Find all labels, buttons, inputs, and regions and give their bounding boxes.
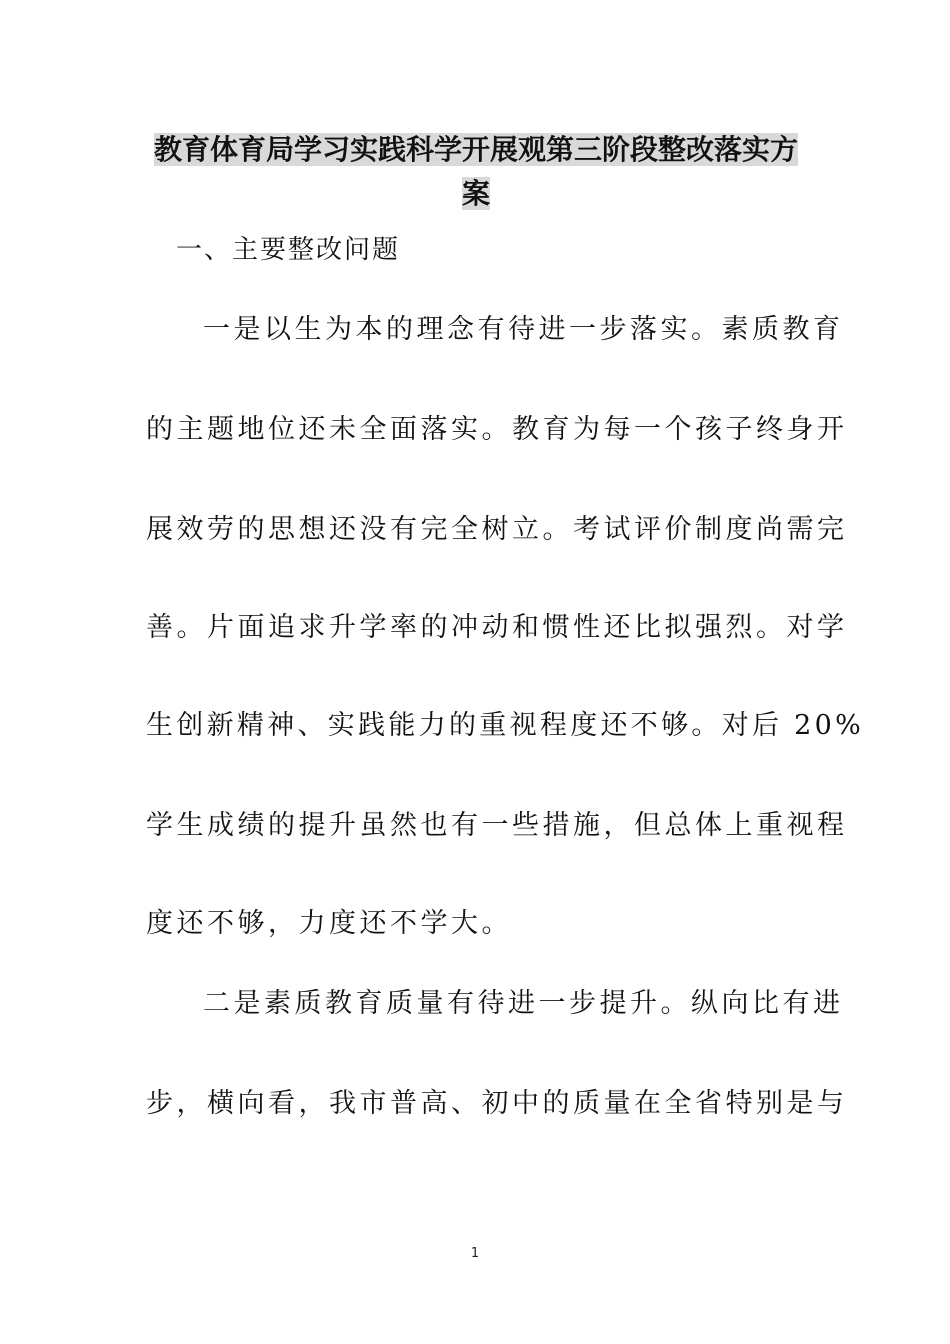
title-line-1: 教育体育局学习实践科学开展观第三阶段整改落实方: [153, 133, 798, 166]
paragraph-line: 一是以生为本的理念有待进一步落实。素质教育: [203, 314, 844, 345]
title-line-2: 案: [461, 177, 490, 210]
page-number: 1: [470, 1246, 480, 1261]
paragraph-line: 二是素质教育质量有待进一步提升。纵向比有进: [203, 988, 844, 1019]
document-title: [146, 128, 806, 216]
paragraph-line: 生创新精神、实践能力的重视程度还不够。对后 20%: [146, 710, 865, 741]
paragraph-line: 展效劳的思想还没有完全树立。考试评价制度尚需完: [146, 514, 848, 545]
paragraph-line: 善。片面追求升学率的冲动和惯性还比拟强烈。对学: [146, 612, 848, 643]
paragraph-line: 度还不够，力度还不学大。: [146, 908, 512, 939]
paragraph-line: 学生成绩的提升虽然也有一些措施，但总体上重视程: [146, 810, 848, 841]
section-heading: 一、主要整改问题: [176, 235, 401, 265]
paragraph-line: 的主题地位还未全面落实。教育为每一个孩子终身开: [146, 414, 848, 445]
paragraph-line: 步，横向看，我市普高、初中的质量在全省特别是与: [146, 1088, 848, 1119]
